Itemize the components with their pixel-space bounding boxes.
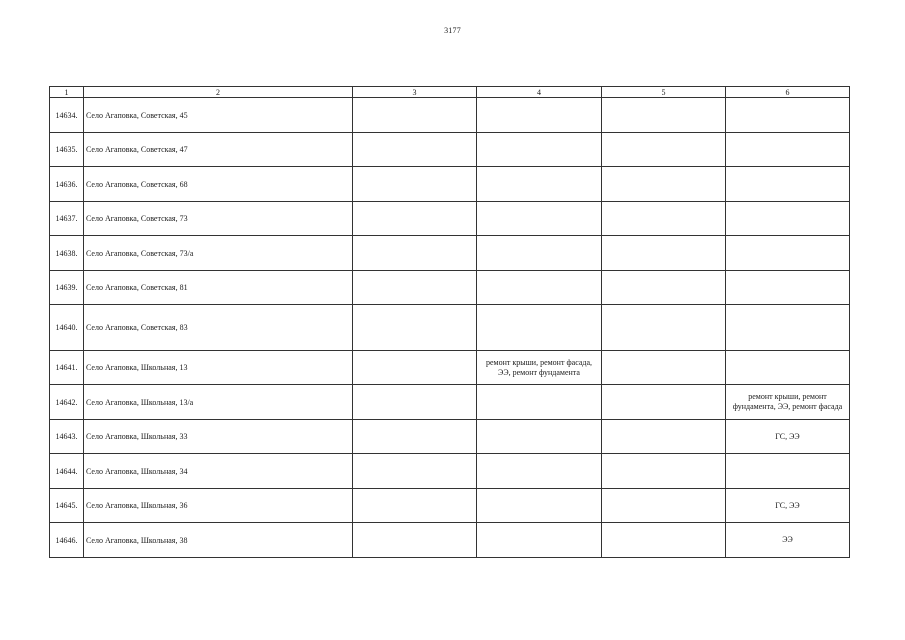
address-cell: Село Агаповка, Школьная, 36 xyxy=(84,489,353,523)
address-cell: Село Агаповка, Школьная, 13/а xyxy=(84,385,353,420)
table-header-row xyxy=(50,87,850,98)
buildings-table xyxy=(49,86,850,558)
column-5-cell xyxy=(602,305,726,351)
column-6-cell: ГС, ЭЭ xyxy=(726,420,850,454)
row-number: 14645. xyxy=(50,489,84,523)
column-6-cell xyxy=(726,236,850,271)
column-5-cell xyxy=(602,202,726,236)
table-row xyxy=(50,167,850,202)
column-6-cell xyxy=(726,454,850,489)
page-number: 3177 xyxy=(444,26,461,35)
column-3-cell xyxy=(353,202,477,236)
column-5-cell xyxy=(602,167,726,202)
column-4-cell: ремонт крыши, ремонт фасада, ЭЭ, ремонт фундамента xyxy=(477,351,602,385)
column-3-cell xyxy=(353,454,477,489)
column-4-cell xyxy=(477,385,602,420)
row-number: 14642. xyxy=(50,385,84,420)
column-5-cell xyxy=(602,489,726,523)
column-5-cell xyxy=(602,420,726,454)
address-cell: Село Агаповка, Школьная, 34 xyxy=(84,454,353,489)
address-cell: Село Агаповка, Советская, 83 xyxy=(84,305,353,351)
row-number: 14641. xyxy=(50,351,84,385)
table-row xyxy=(50,98,850,133)
table-row xyxy=(50,271,850,305)
row-number: 14637. xyxy=(50,202,84,236)
column-3-cell xyxy=(353,523,477,558)
table-row xyxy=(50,202,850,236)
column-header-1: 1 xyxy=(50,87,84,98)
column-3-cell xyxy=(353,236,477,271)
address-cell: Село Агаповка, Школьная, 33 xyxy=(84,420,353,454)
address-cell: Село Агаповка, Советская, 81 xyxy=(84,271,353,305)
column-5-cell xyxy=(602,454,726,489)
column-5-cell xyxy=(602,351,726,385)
column-6-cell: ГС, ЭЭ xyxy=(726,489,850,523)
address-cell: Село Агаповка, Школьная, 13 xyxy=(84,351,353,385)
column-3-cell xyxy=(353,271,477,305)
column-3-cell xyxy=(353,167,477,202)
column-header-3: 3 xyxy=(353,87,477,98)
column-4-cell xyxy=(477,489,602,523)
column-4-cell xyxy=(477,98,602,133)
column-header-6: 6 xyxy=(726,87,850,98)
column-3-cell xyxy=(353,98,477,133)
column-6-cell xyxy=(726,202,850,236)
column-4-cell xyxy=(477,167,602,202)
column-3-cell xyxy=(353,385,477,420)
column-header-2: 2 xyxy=(84,87,353,98)
column-4-cell xyxy=(477,523,602,558)
table-row xyxy=(50,454,850,489)
table-body xyxy=(50,98,850,558)
address-cell: Село Агаповка, Советская, 73 xyxy=(84,202,353,236)
column-5-cell xyxy=(602,385,726,420)
row-number: 14634. xyxy=(50,98,84,133)
table-row xyxy=(50,236,850,271)
table-row xyxy=(50,305,850,351)
row-number: 14644. xyxy=(50,454,84,489)
column-4-cell xyxy=(477,133,602,167)
column-6-cell xyxy=(726,271,850,305)
column-4-cell xyxy=(477,236,602,271)
row-number: 14640. xyxy=(50,305,84,351)
row-number: 14643. xyxy=(50,420,84,454)
address-cell: Село Агаповка, Советская, 45 xyxy=(84,98,353,133)
column-4-cell xyxy=(477,454,602,489)
column-3-cell xyxy=(353,305,477,351)
address-cell: Село Агаповка, Школьная, 38 xyxy=(84,523,353,558)
table-row xyxy=(50,133,850,167)
column-6-cell xyxy=(726,305,850,351)
row-number: 14635. xyxy=(50,133,84,167)
column-3-cell xyxy=(353,420,477,454)
column-header-4: 4 xyxy=(477,87,602,98)
address-cell: Село Агаповка, Советская, 47 xyxy=(84,133,353,167)
column-6-cell xyxy=(726,167,850,202)
table-row xyxy=(50,351,850,385)
row-number: 14639. xyxy=(50,271,84,305)
column-6-cell xyxy=(726,351,850,385)
table-row xyxy=(50,523,850,558)
column-3-cell xyxy=(353,351,477,385)
column-6-cell xyxy=(726,98,850,133)
column-6-cell: ЭЭ xyxy=(726,523,850,558)
address-cell: Село Агаповка, Советская, 73/а xyxy=(84,236,353,271)
column-5-cell xyxy=(602,236,726,271)
row-number: 14636. xyxy=(50,167,84,202)
column-4-cell xyxy=(477,271,602,305)
column-5-cell xyxy=(602,133,726,167)
column-5-cell xyxy=(602,98,726,133)
table-row xyxy=(50,489,850,523)
column-5-cell xyxy=(602,523,726,558)
column-6-cell xyxy=(726,133,850,167)
row-number: 14638. xyxy=(50,236,84,271)
table-row xyxy=(50,385,850,420)
column-4-cell xyxy=(477,305,602,351)
row-number: 14646. xyxy=(50,523,84,558)
column-3-cell xyxy=(353,133,477,167)
column-header-5: 5 xyxy=(602,87,726,98)
column-6-cell: ремонт крыши, ремонт фундамента, ЭЭ, ремонт фасада xyxy=(726,385,850,420)
table-row xyxy=(50,420,850,454)
column-5-cell xyxy=(602,271,726,305)
address-cell: Село Агаповка, Советская, 68 xyxy=(84,167,353,202)
column-4-cell xyxy=(477,420,602,454)
column-4-cell xyxy=(477,202,602,236)
column-3-cell xyxy=(353,489,477,523)
